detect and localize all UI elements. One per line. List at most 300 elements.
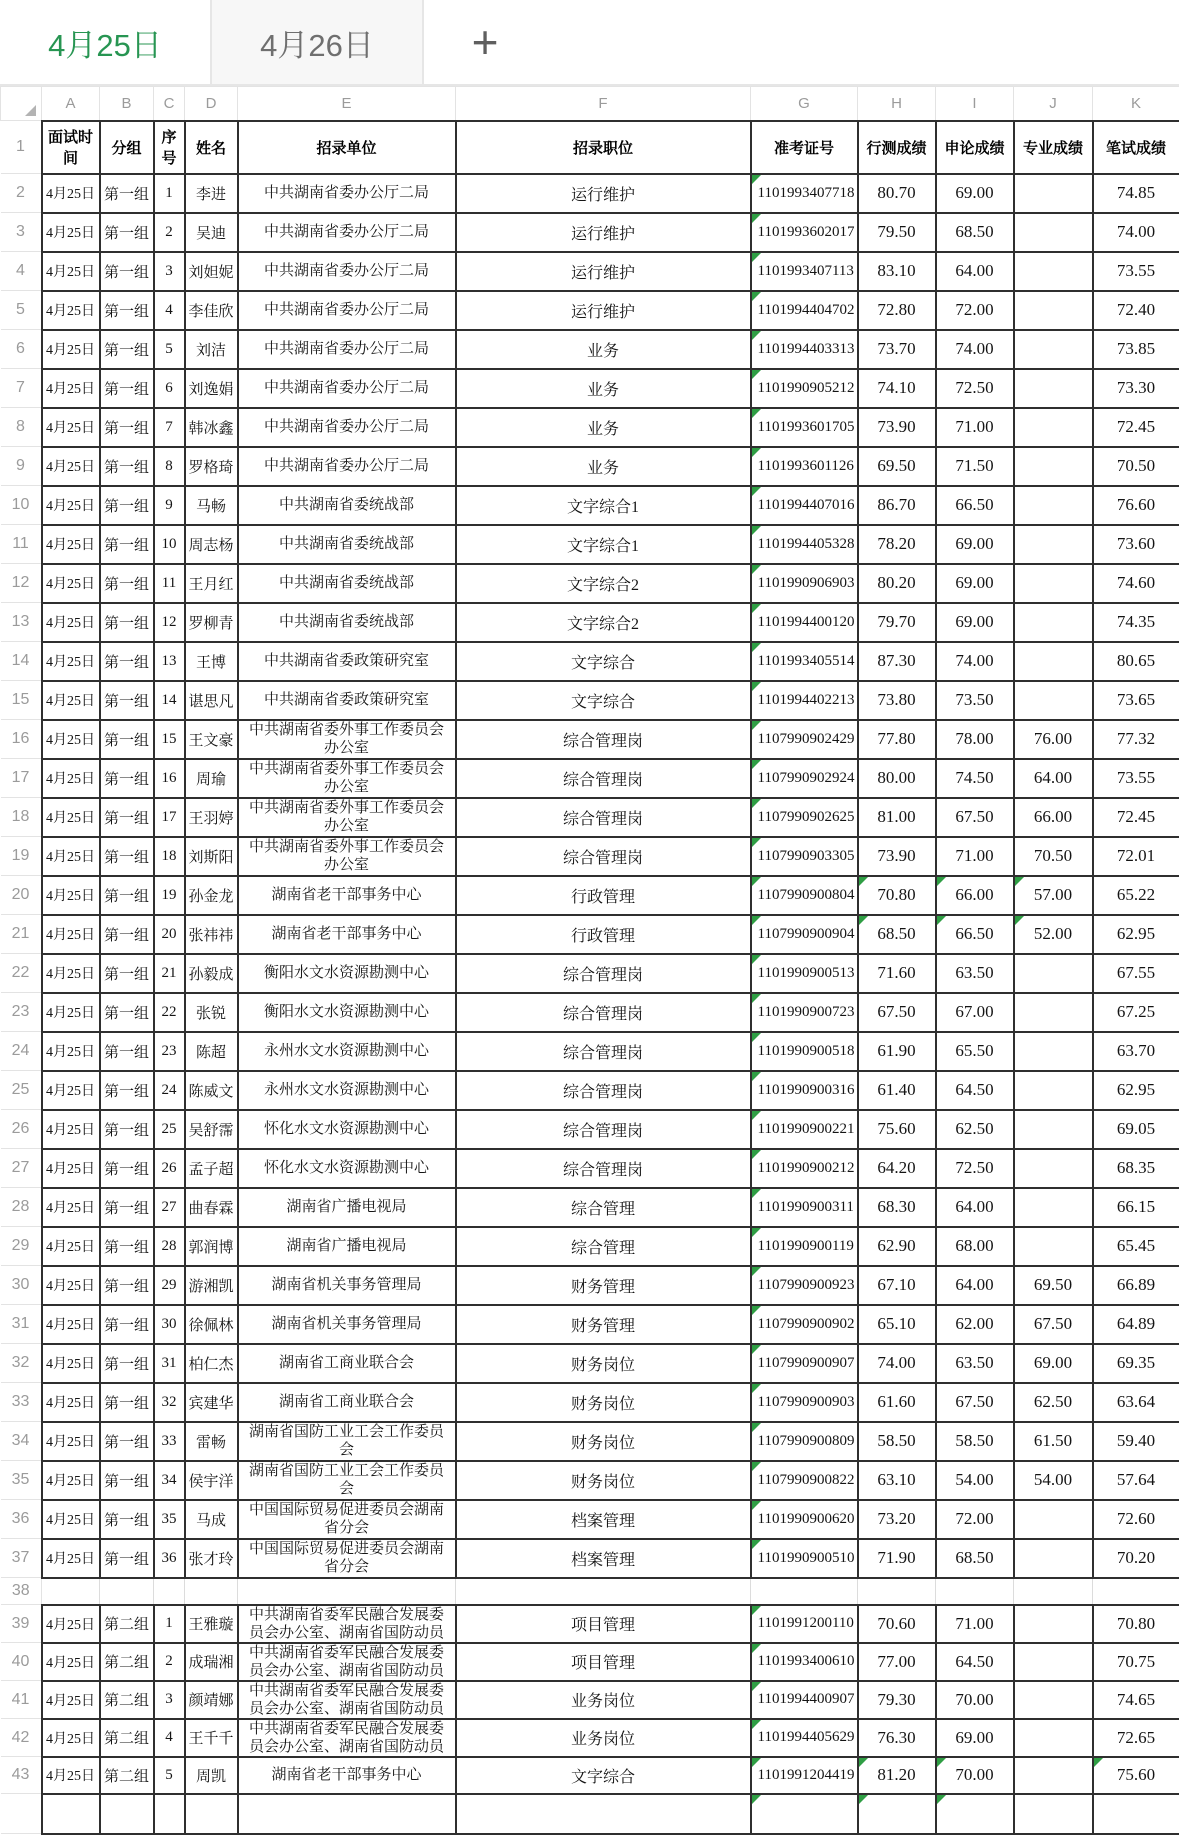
cell-F15[interactable]: 文字综合	[456, 681, 751, 720]
cell-G23[interactable]: 1101990900723	[751, 993, 858, 1032]
cell-G32[interactable]: 1107990900907	[751, 1344, 858, 1383]
cell-I19[interactable]: 71.00	[936, 837, 1014, 876]
cell-B14[interactable]: 第一组	[100, 642, 154, 681]
row-number[interactable]: 30	[1, 1266, 42, 1305]
cell-I41[interactable]: 70.00	[936, 1681, 1014, 1719]
cell-H40[interactable]: 77.00	[858, 1643, 936, 1681]
cell-I2[interactable]: 69.00	[936, 174, 1014, 213]
cell-F27[interactable]: 综合管理岗	[456, 1149, 751, 1188]
cell-F4[interactable]: 运行维护	[456, 252, 751, 291]
cell-J6[interactable]	[1014, 330, 1093, 369]
column-header-G[interactable]: G	[751, 87, 858, 121]
cell-G[interactable]	[751, 1794, 858, 1834]
cell-K13[interactable]: 74.35	[1093, 603, 1179, 642]
cell-D30[interactable]: 游湘凯	[185, 1266, 238, 1305]
cell-F32[interactable]: 财务岗位	[456, 1344, 751, 1383]
cell-I27[interactable]: 72.50	[936, 1149, 1014, 1188]
cell-D4[interactable]: 刘妲妮	[185, 252, 238, 291]
cell-A15[interactable]: 4月25日	[42, 681, 100, 720]
row-number[interactable]: 18	[1, 798, 42, 837]
cell-A[interactable]	[42, 1794, 100, 1834]
cell-K18[interactable]: 72.45	[1093, 798, 1179, 837]
cell-D7[interactable]: 刘逸娟	[185, 369, 238, 408]
cell-E42[interactable]	[238, 1719, 456, 1757]
cell-D35[interactable]: 侯宇洋	[185, 1461, 238, 1500]
cell-G35[interactable]: 1107990900822	[751, 1461, 858, 1500]
cell-G39[interactable]: 1101991200110	[751, 1605, 858, 1643]
cell-J2[interactable]	[1014, 174, 1093, 213]
cell-C20[interactable]: 19	[154, 876, 185, 915]
cell-H7[interactable]: 74.10	[858, 369, 936, 408]
cell-E32[interactable]	[238, 1344, 456, 1383]
cell-K8[interactable]: 72.45	[1093, 408, 1179, 447]
cell-F26[interactable]: 综合管理岗	[456, 1110, 751, 1149]
cell-C43[interactable]: 5	[154, 1757, 185, 1794]
cell-J33[interactable]: 62.50	[1014, 1383, 1093, 1422]
cell-H2[interactable]: 80.70	[858, 174, 936, 213]
row-number[interactable]: 21	[1, 915, 42, 954]
cell-A42[interactable]: 4月25日	[42, 1719, 100, 1757]
cell-J7[interactable]	[1014, 369, 1093, 408]
cell-I12[interactable]: 69.00	[936, 564, 1014, 603]
cell-F17[interactable]: 综合管理岗	[456, 759, 751, 798]
cell-E21[interactable]	[238, 915, 456, 954]
cell-K6[interactable]: 73.85	[1093, 330, 1179, 369]
row-number[interactable]: 11	[1, 525, 42, 564]
cell-F13[interactable]: 文字综合2	[456, 603, 751, 642]
row-number[interactable]: 33	[1, 1383, 42, 1422]
cell-B23[interactable]: 第一组	[100, 993, 154, 1032]
cell-C33[interactable]: 32	[154, 1383, 185, 1422]
row-number[interactable]: 2	[1, 174, 42, 213]
cell-K16[interactable]: 77.32	[1093, 720, 1179, 759]
cell-I36[interactable]: 72.00	[936, 1500, 1014, 1539]
cell-D27[interactable]: 孟子超	[185, 1149, 238, 1188]
cell-E13[interactable]	[238, 603, 456, 642]
cell-B37[interactable]: 第一组	[100, 1539, 154, 1578]
cell-E24[interactable]	[238, 1032, 456, 1071]
row-number[interactable]: 16	[1, 720, 42, 759]
cell-A17[interactable]: 4月25日	[42, 759, 100, 798]
cell-C36[interactable]: 35	[154, 1500, 185, 1539]
cell-K40[interactable]: 70.75	[1093, 1643, 1179, 1681]
cell-D24[interactable]: 陈超	[185, 1032, 238, 1071]
cell-I5[interactable]: 72.00	[936, 291, 1014, 330]
cell-E28[interactable]	[238, 1188, 456, 1227]
cell-C18[interactable]: 17	[154, 798, 185, 837]
row-number[interactable]: 24	[1, 1032, 42, 1071]
cell-J32[interactable]: 69.00	[1014, 1344, 1093, 1383]
cell-K4[interactable]: 73.55	[1093, 252, 1179, 291]
cell-G12[interactable]: 1101990906903	[751, 564, 858, 603]
cell-B43[interactable]: 第二组	[100, 1757, 154, 1794]
cell-H41[interactable]: 79.30	[858, 1681, 936, 1719]
cell-I7[interactable]: 72.50	[936, 369, 1014, 408]
cell-H3[interactable]: 79.50	[858, 213, 936, 252]
cell-G30[interactable]: 1107990900923	[751, 1266, 858, 1305]
cell-B10[interactable]: 第一组	[100, 486, 154, 525]
cell-C38[interactable]	[154, 1578, 185, 1605]
cell-J5[interactable]	[1014, 291, 1093, 330]
cell-B11[interactable]: 第一组	[100, 525, 154, 564]
cell-J18[interactable]: 66.00	[1014, 798, 1093, 837]
cell-I29[interactable]: 68.00	[936, 1227, 1014, 1266]
cell-K32[interactable]: 69.35	[1093, 1344, 1179, 1383]
cell-D36[interactable]: 马成	[185, 1500, 238, 1539]
cell-C2[interactable]: 1	[154, 174, 185, 213]
cell-A21[interactable]: 4月25日	[42, 915, 100, 954]
cell-C29[interactable]: 28	[154, 1227, 185, 1266]
cell-F23[interactable]: 综合管理岗	[456, 993, 751, 1032]
cell-C[interactable]	[154, 1794, 185, 1834]
row-number[interactable]: 29	[1, 1227, 42, 1266]
cell-B31[interactable]: 第一组	[100, 1305, 154, 1344]
cell-E38[interactable]	[238, 1578, 456, 1605]
cell-K9[interactable]: 70.50	[1093, 447, 1179, 486]
cell-A5[interactable]: 4月25日	[42, 291, 100, 330]
cell-K42[interactable]: 72.65	[1093, 1719, 1179, 1757]
cell-D6[interactable]: 刘洁	[185, 330, 238, 369]
cell-C31[interactable]: 30	[154, 1305, 185, 1344]
cell-I[interactable]	[936, 1794, 1014, 1834]
row-number[interactable]: 3	[1, 213, 42, 252]
cell-J39[interactable]	[1014, 1605, 1093, 1643]
cell-B35[interactable]: 第一组	[100, 1461, 154, 1500]
row-number[interactable]: 28	[1, 1188, 42, 1227]
cell-D25[interactable]: 陈威文	[185, 1071, 238, 1110]
cell-A18[interactable]: 4月25日	[42, 798, 100, 837]
cell-J21[interactable]: 52.00	[1014, 915, 1093, 954]
cell-E7[interactable]	[238, 369, 456, 408]
cell-I24[interactable]: 65.50	[936, 1032, 1014, 1071]
cell-A10[interactable]: 4月25日	[42, 486, 100, 525]
cell-H8[interactable]: 73.90	[858, 408, 936, 447]
cell-D28[interactable]: 曲春霖	[185, 1188, 238, 1227]
cell-J27[interactable]	[1014, 1149, 1093, 1188]
cell-F31[interactable]: 财务管理	[456, 1305, 751, 1344]
cell-H16[interactable]: 77.80	[858, 720, 936, 759]
cell-C11[interactable]: 10	[154, 525, 185, 564]
cell-A16[interactable]: 4月25日	[42, 720, 100, 759]
cell-K31[interactable]: 64.89	[1093, 1305, 1179, 1344]
cell-I38[interactable]	[936, 1578, 1014, 1605]
cell-C4[interactable]: 3	[154, 252, 185, 291]
cell-H33[interactable]: 61.60	[858, 1383, 936, 1422]
cell-D5[interactable]: 李佳欣	[185, 291, 238, 330]
cell-B38[interactable]	[100, 1578, 154, 1605]
row-number[interactable]: 1	[1, 121, 42, 174]
cell-C7[interactable]: 6	[154, 369, 185, 408]
cell-D18[interactable]: 王羽婷	[185, 798, 238, 837]
cell-F29[interactable]: 综合管理	[456, 1227, 751, 1266]
cell-G11[interactable]: 1101994405328	[751, 525, 858, 564]
cell-G37[interactable]: 1101990900510	[751, 1539, 858, 1578]
cell-F2[interactable]: 运行维护	[456, 174, 751, 213]
cell-H26[interactable]: 75.60	[858, 1110, 936, 1149]
cell-J40[interactable]	[1014, 1643, 1093, 1681]
cell-E19[interactable]	[238, 837, 456, 876]
cell-J10[interactable]	[1014, 486, 1093, 525]
cell-C28[interactable]: 27	[154, 1188, 185, 1227]
cell-D40[interactable]: 成瑞湘	[185, 1643, 238, 1681]
cell-K24[interactable]: 63.70	[1093, 1032, 1179, 1071]
cell-D42[interactable]: 王千千	[185, 1719, 238, 1757]
header-cell-E[interactable]: 招录单位	[238, 121, 456, 174]
cell-H19[interactable]: 73.90	[858, 837, 936, 876]
cell-E10[interactable]	[238, 486, 456, 525]
row-number[interactable]: 40	[1, 1643, 42, 1681]
cell-B3[interactable]: 第一组	[100, 213, 154, 252]
cell-E31[interactable]	[238, 1305, 456, 1344]
cell-D2[interactable]: 李进	[185, 174, 238, 213]
cell-C19[interactable]: 18	[154, 837, 185, 876]
cell-C32[interactable]: 31	[154, 1344, 185, 1383]
cell-A2[interactable]: 4月25日	[42, 174, 100, 213]
cell-A34[interactable]: 4月25日	[42, 1422, 100, 1461]
cell-H15[interactable]: 73.80	[858, 681, 936, 720]
cell-J41[interactable]	[1014, 1681, 1093, 1719]
cell-I15[interactable]: 73.50	[936, 681, 1014, 720]
cell-C30[interactable]: 29	[154, 1266, 185, 1305]
cell-K12[interactable]: 74.60	[1093, 564, 1179, 603]
cell-C39[interactable]: 1	[154, 1605, 185, 1643]
cell-G28[interactable]: 1101990900311	[751, 1188, 858, 1227]
cell-H17[interactable]: 80.00	[858, 759, 936, 798]
add-sheet-button[interactable]	[424, 0, 546, 84]
cell-K20[interactable]: 65.22	[1093, 876, 1179, 915]
cell-F19[interactable]: 综合管理岗	[456, 837, 751, 876]
cell-B32[interactable]: 第一组	[100, 1344, 154, 1383]
cell-G34[interactable]: 1107990900809	[751, 1422, 858, 1461]
cell-C3[interactable]: 2	[154, 213, 185, 252]
cell-H32[interactable]: 74.00	[858, 1344, 936, 1383]
cell-E15[interactable]	[238, 681, 456, 720]
cell-G14[interactable]: 1101993405514	[751, 642, 858, 681]
cell-J25[interactable]	[1014, 1071, 1093, 1110]
cell-D12[interactable]: 王月红	[185, 564, 238, 603]
cell-C9[interactable]: 8	[154, 447, 185, 486]
tab-sheet-april-25[interactable]: 4月25日	[0, 0, 210, 84]
cell-G19[interactable]: 1107990903305	[751, 837, 858, 876]
cell-E2[interactable]	[238, 174, 456, 213]
cell-G42[interactable]: 1101994405629	[751, 1719, 858, 1757]
cell-E39[interactable]	[238, 1605, 456, 1643]
cell-G24[interactable]: 1101990900518	[751, 1032, 858, 1071]
cell-B[interactable]	[100, 1794, 154, 1834]
row-number[interactable]: 15	[1, 681, 42, 720]
cell-H13[interactable]: 79.70	[858, 603, 936, 642]
cell-B17[interactable]: 第一组	[100, 759, 154, 798]
cell-B36[interactable]: 第一组	[100, 1500, 154, 1539]
cell-D29[interactable]: 郭润博	[185, 1227, 238, 1266]
cell-E36[interactable]	[238, 1500, 456, 1539]
cell-F6[interactable]: 业务	[456, 330, 751, 369]
cell-C25[interactable]: 24	[154, 1071, 185, 1110]
cell-J22[interactable]	[1014, 954, 1093, 993]
cell-I39[interactable]: 71.00	[936, 1605, 1014, 1643]
cell-F20[interactable]: 行政管理	[456, 876, 751, 915]
cell-H34[interactable]: 58.50	[858, 1422, 936, 1461]
row-number[interactable]: 20	[1, 876, 42, 915]
cell-A4[interactable]: 4月25日	[42, 252, 100, 291]
cell-H21[interactable]: 68.50	[858, 915, 936, 954]
cell-A33[interactable]: 4月25日	[42, 1383, 100, 1422]
cell-F5[interactable]: 运行维护	[456, 291, 751, 330]
cell-C15[interactable]: 14	[154, 681, 185, 720]
row-number[interactable]: 42	[1, 1719, 42, 1757]
cell-K17[interactable]: 73.55	[1093, 759, 1179, 798]
row-number[interactable]: 43	[1, 1757, 42, 1794]
cell-H14[interactable]: 87.30	[858, 642, 936, 681]
cell-C5[interactable]: 4	[154, 291, 185, 330]
cell-F43[interactable]: 文字综合	[456, 1757, 751, 1794]
row-number[interactable]: 10	[1, 486, 42, 525]
cell-B19[interactable]: 第一组	[100, 837, 154, 876]
cell-A27[interactable]: 4月25日	[42, 1149, 100, 1188]
cell-B9[interactable]: 第一组	[100, 447, 154, 486]
cell-K43[interactable]: 75.60	[1093, 1757, 1179, 1794]
row-number[interactable]: 36	[1, 1500, 42, 1539]
cell-A32[interactable]: 4月25日	[42, 1344, 100, 1383]
cell-H36[interactable]: 73.20	[858, 1500, 936, 1539]
cell-E11[interactable]	[238, 525, 456, 564]
cell-C35[interactable]: 34	[154, 1461, 185, 1500]
cell-J42[interactable]	[1014, 1719, 1093, 1757]
cell-D33[interactable]: 宾建华	[185, 1383, 238, 1422]
cell-A31[interactable]: 4月25日	[42, 1305, 100, 1344]
cell-D34[interactable]: 雷畅	[185, 1422, 238, 1461]
cell-C34[interactable]: 33	[154, 1422, 185, 1461]
cell-E30[interactable]	[238, 1266, 456, 1305]
cell-F38[interactable]	[456, 1578, 751, 1605]
cell-H[interactable]	[858, 1794, 936, 1834]
cell-G27[interactable]: 1101990900212	[751, 1149, 858, 1188]
cell-K10[interactable]: 76.60	[1093, 486, 1179, 525]
cell-E29[interactable]	[238, 1227, 456, 1266]
cell-C16[interactable]: 15	[154, 720, 185, 759]
cell-A36[interactable]: 4月25日	[42, 1500, 100, 1539]
cell-K36[interactable]: 72.60	[1093, 1500, 1179, 1539]
cell-J30[interactable]: 69.50	[1014, 1266, 1093, 1305]
cell-A11[interactable]: 4月25日	[42, 525, 100, 564]
cell-A30[interactable]: 4月25日	[42, 1266, 100, 1305]
cell-I18[interactable]: 67.50	[936, 798, 1014, 837]
column-header-B[interactable]: B	[100, 87, 154, 121]
cell-H30[interactable]: 67.10	[858, 1266, 936, 1305]
cell-J19[interactable]: 70.50	[1014, 837, 1093, 876]
cell-C10[interactable]: 9	[154, 486, 185, 525]
cell-D9[interactable]: 罗格琦	[185, 447, 238, 486]
cell-H6[interactable]: 73.70	[858, 330, 936, 369]
cell-H31[interactable]: 65.10	[858, 1305, 936, 1344]
cell-I23[interactable]: 67.00	[936, 993, 1014, 1032]
cell-K7[interactable]: 73.30	[1093, 369, 1179, 408]
cell-A8[interactable]: 4月25日	[42, 408, 100, 447]
cell-A25[interactable]: 4月25日	[42, 1071, 100, 1110]
cell-C17[interactable]: 16	[154, 759, 185, 798]
cell-H18[interactable]: 81.00	[858, 798, 936, 837]
row-number[interactable]: 41	[1, 1681, 42, 1719]
cell-J26[interactable]	[1014, 1110, 1093, 1149]
cell-G16[interactable]: 1107990902429	[751, 720, 858, 759]
cell-G3[interactable]: 1101993602017	[751, 213, 858, 252]
cell-K21[interactable]: 62.95	[1093, 915, 1179, 954]
cell-A24[interactable]: 4月25日	[42, 1032, 100, 1071]
cell-F42[interactable]: 业务岗位	[456, 1719, 751, 1757]
cell-E23[interactable]	[238, 993, 456, 1032]
cell-A13[interactable]: 4月25日	[42, 603, 100, 642]
cell-D38[interactable]	[185, 1578, 238, 1605]
cell-E43[interactable]	[238, 1757, 456, 1794]
cell-C26[interactable]: 25	[154, 1110, 185, 1149]
row-number[interactable]: 14	[1, 642, 42, 681]
cell-K37[interactable]: 70.20	[1093, 1539, 1179, 1578]
cell-A6[interactable]: 4月25日	[42, 330, 100, 369]
cell-H4[interactable]: 83.10	[858, 252, 936, 291]
cell-A37[interactable]: 4月25日	[42, 1539, 100, 1578]
cell-G41[interactable]: 1101994400907	[751, 1681, 858, 1719]
cell-B34[interactable]: 第一组	[100, 1422, 154, 1461]
cell-F24[interactable]: 综合管理岗	[456, 1032, 751, 1071]
cell-J13[interactable]	[1014, 603, 1093, 642]
header-cell-D[interactable]: 姓名	[185, 121, 238, 174]
cell-A29[interactable]: 4月25日	[42, 1227, 100, 1266]
row-number[interactable]: 12	[1, 564, 42, 603]
cell-A41[interactable]: 4月25日	[42, 1681, 100, 1719]
cell-E35[interactable]	[238, 1461, 456, 1500]
cell-G36[interactable]: 1101990900620	[751, 1500, 858, 1539]
cell-E20[interactable]	[238, 876, 456, 915]
cell-B26[interactable]: 第一组	[100, 1110, 154, 1149]
cell-B20[interactable]: 第一组	[100, 876, 154, 915]
cell-I17[interactable]: 74.50	[936, 759, 1014, 798]
header-cell-G[interactable]: 准考证号	[751, 121, 858, 174]
cell-K5[interactable]: 72.40	[1093, 291, 1179, 330]
cell-K28[interactable]: 66.15	[1093, 1188, 1179, 1227]
row-number[interactable]: 38	[1, 1578, 42, 1605]
cell-K19[interactable]: 72.01	[1093, 837, 1179, 876]
cell-I42[interactable]: 69.00	[936, 1719, 1014, 1757]
cell-F28[interactable]: 综合管理	[456, 1188, 751, 1227]
header-cell-A[interactable]: 面试时间	[42, 121, 100, 174]
row-number[interactable]: 26	[1, 1110, 42, 1149]
cell-I43[interactable]: 70.00	[936, 1757, 1014, 1794]
cell-B15[interactable]: 第一组	[100, 681, 154, 720]
cell-C14[interactable]: 13	[154, 642, 185, 681]
cell-B18[interactable]: 第一组	[100, 798, 154, 837]
cell-D39[interactable]: 王雅璇	[185, 1605, 238, 1643]
cell-F12[interactable]: 文字综合2	[456, 564, 751, 603]
column-header-K[interactable]: K	[1093, 87, 1179, 121]
cell-H37[interactable]: 71.90	[858, 1539, 936, 1578]
cell-K23[interactable]: 67.25	[1093, 993, 1179, 1032]
cell-I35[interactable]: 54.00	[936, 1461, 1014, 1500]
header-cell-H[interactable]: 行测成绩	[858, 121, 936, 174]
cell-G9[interactable]: 1101993601126	[751, 447, 858, 486]
cell-D19[interactable]: 刘斯阳	[185, 837, 238, 876]
cell-D3[interactable]: 吴迪	[185, 213, 238, 252]
cell-A43[interactable]: 4月25日	[42, 1757, 100, 1794]
cell-K25[interactable]: 62.95	[1093, 1071, 1179, 1110]
cell-G10[interactable]: 1101994407016	[751, 486, 858, 525]
header-cell-K[interactable]: 笔试成绩	[1093, 121, 1179, 174]
cell-F41[interactable]: 业务岗位	[456, 1681, 751, 1719]
cell-F3[interactable]: 运行维护	[456, 213, 751, 252]
cell-I30[interactable]: 64.00	[936, 1266, 1014, 1305]
cell-H20[interactable]: 70.80	[858, 876, 936, 915]
cell-J35[interactable]: 54.00	[1014, 1461, 1093, 1500]
cell-B29[interactable]: 第一组	[100, 1227, 154, 1266]
